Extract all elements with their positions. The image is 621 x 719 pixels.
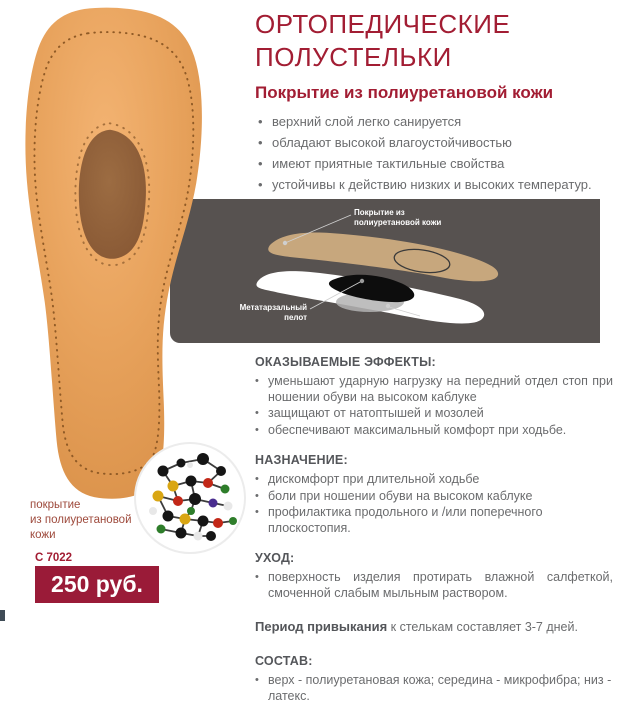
leader-right-dot <box>386 304 390 308</box>
section-heading-purpose: НАЗНАЧЕНИЕ: <box>255 453 348 467</box>
list-item: • обеспечивают максимальный комфорт при ходьбе. <box>255 423 613 439</box>
photo-caption-line2: из полиуретановой <box>30 514 132 526</box>
list-item: • профилактика продольного и /или поперечного плоскостопия. <box>255 505 613 536</box>
section-purpose-list <box>255 472 613 536</box>
label-polyurethane-cover <box>354 208 441 228</box>
section-care-list <box>255 570 613 601</box>
page-title <box>255 8 615 74</box>
product-code: С 7022 <box>35 552 73 564</box>
feature-list <box>258 111 614 195</box>
leader-top-dot <box>283 241 287 245</box>
acclimation-period-label: Период привыкания <box>255 619 388 634</box>
price-badge <box>35 566 159 603</box>
feature-item: • верхний слой легко санируется <box>258 111 614 132</box>
label-polyurethane-line1: Покрытие из <box>354 208 405 217</box>
list-item: • боли при ношении обуви на высоком каблуке <box>255 489 613 505</box>
feature-item: • обладают высокой влагоустойчивостью <box>258 132 614 153</box>
acclimation-period-text: к стелькам составляет 3-7 дней. <box>387 620 578 634</box>
section-composition-list <box>255 673 613 704</box>
label-metatarsal-pad: Метатарзальный пелот <box>239 303 307 322</box>
leader-left-dot <box>360 279 364 283</box>
section-effects-list <box>255 374 613 438</box>
layers-diagram-band <box>170 199 600 343</box>
list-item: • верх - полиуретановая кожа; середина - микрофибра; низ - латекс. <box>255 673 613 704</box>
feature-item: • устойчивы к действию низких и высоких температур. <box>258 174 614 195</box>
list-item: • дискомфорт при длительной ходьбе <box>255 472 613 488</box>
section-heading-effects: ОКАЗЫВАЕМЫЕ ЭФФЕКТЫ: <box>255 355 436 369</box>
label-latex: Латекс <box>424 309 451 318</box>
section-heading-composition: СОСТАВ: <box>255 654 313 668</box>
page-title-line2: ПОЛУСТЕЛЬКИ <box>255 42 452 72</box>
info-sections <box>255 355 613 719</box>
photo-caption-line3: кожи <box>30 529 56 541</box>
list-item: • уменьшают ударную нагрузку на передний отдел стоп при ношении обуви на высоком каблуке <box>255 374 613 405</box>
page-subtitle: Покрытие из полиуретановой кожи <box>255 83 554 102</box>
photo-caption-line1: покрытие <box>30 499 81 511</box>
list-item: • поверхность изделия протирать влажной салфеткой, смоченной слабым мыльным раствором. <box>255 570 613 601</box>
page-title-line1: ОРТОПЕДИЧЕСКИЕ <box>255 9 511 39</box>
page-corner-mark <box>0 610 5 621</box>
photo-caption <box>30 498 140 543</box>
insole-metatarsal-pad <box>79 130 146 259</box>
acclimation-period <box>255 619 613 635</box>
list-item: • защищают от натоптышей и мозолей <box>255 406 613 422</box>
section-heading-care: УХОД: <box>255 551 295 565</box>
molecule-photo <box>133 441 247 555</box>
feature-item: • имеют приятные тактильные свойства <box>258 153 614 174</box>
label-polyurethane-line2: полиуретановой кожи <box>354 218 442 227</box>
insole-photo <box>14 5 222 505</box>
price-value: 250 руб. <box>51 571 143 597</box>
